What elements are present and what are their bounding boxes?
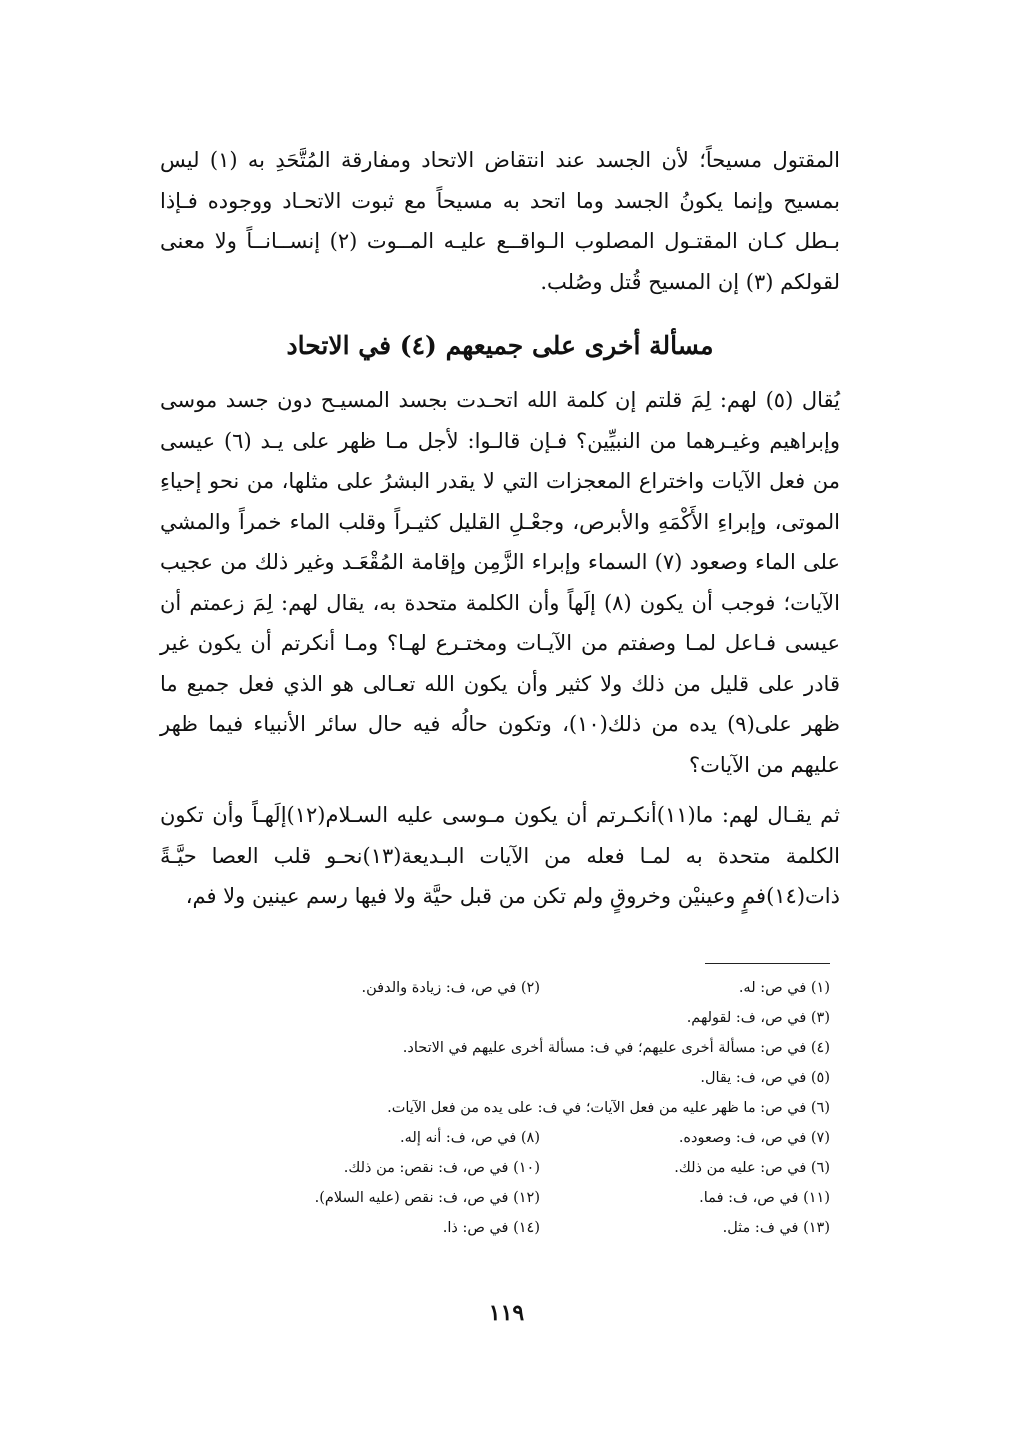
- footnote-row: [160, 1033, 840, 1063]
- footnote-4: (٤) في ص: مسألة أخرى عليهم؛ في ف: مسألة أخرى عليهم في الاتحاد.: [402, 1040, 830, 1056]
- footnote-7: (٧) في ص، ف: وصعوده.: [678, 1130, 830, 1146]
- footnote-11: (١١) في ص، ف: فما.: [699, 1190, 830, 1206]
- page-body: [160, 140, 840, 917]
- footnote-row: [160, 1213, 840, 1243]
- footnote-row: [160, 1123, 840, 1153]
- footnote-row: [160, 1063, 840, 1093]
- footnote-14: (١٤) في ص: ذا.: [442, 1220, 540, 1236]
- footnote-row: [160, 1183, 840, 1213]
- footnote-row: [160, 973, 840, 1003]
- section-heading: مسألة أخرى على جميعهم (٤) في الاتحاد: [286, 331, 714, 360]
- footnote-10: (١٠) في ص، ف: نقص: من ذلك.: [343, 1160, 540, 1176]
- footnote-6: (٦) في ص: ما ظهر عليه من فعل الآيات؛ في ف: على يده من فعل الآيات.: [387, 1100, 830, 1116]
- footnote-1: (١) في ص: له.: [738, 980, 830, 996]
- page-number: ١١٩: [488, 1300, 525, 1326]
- footnote-5: (٥) في ص، ف: يقال.: [700, 1070, 830, 1086]
- footnote-3: (٣) في ص، ف: لقولهم.: [686, 1010, 830, 1026]
- footnotes: [160, 973, 840, 1243]
- footnote-divider: [705, 963, 830, 964]
- footnote-row: [160, 1153, 840, 1183]
- paragraph-2: يُقال (٥) لهم: لِمَ قلتم إن كلمة الله اتحـدت بجسد المسيـح دون جسد موسى وإبراهيم وغيـرهما من النبيِّين؟ فـإن قالـوا: لأجل مـا ظهر على يـد (٦) عيسى من فعل الآيات واختراع المعجزات التي لا يقدر البشرُ على مثلها، من نحو إحياءِ الموتى، وإبراءِ الأَكْمَهِ والأبرص، وجعْـلِ القليل كثيـراً وقلب الماء خمراً والمشي على الماء وصعود (٧) السماء وإبراء الزَّمِن وإقامة المُقْعَـد وغير ذلك من عجيب الآيات؛ فوجب أن يكون (٨) إلَهاً وأن الكلمة متحدة به، يقال لهم: لِمَ زعمتم أن عيسى فـاعل لمـا وصفتم من الآيـات ومختـرع لهـا؟ ومـا أنكرتم أن يكون غير قادر على قليل من ذلك ولا كثير وأن يكون الله تعـالى هو الذي فعل جميع ما ظهر على(٩) يده من ذلك(١٠)، وتكون حالُه فيه حال سائر الأنبياء فيما ظهر عليهم من الآيات؟: [160, 388, 840, 777]
- footnote-12: (١٢) في ص، ف: نقص (عليه السلام).: [314, 1190, 540, 1206]
- footnote-row: [160, 1003, 840, 1033]
- footnote-row: [160, 1093, 840, 1123]
- footnote-13: (١٣) في ف: مثل.: [722, 1220, 830, 1236]
- footnote-2: (٢) في ص، ف: زيادة والدفن.: [361, 980, 540, 996]
- paragraph-1: المقتول مسيحاً؛ لأن الجسد عند انتقاض الاتحاد ومفارقة المُتَّحَدِ به (١) ليس بمسيح وإنما يكونُ الجسد وما اتحد به مسيحاً مع ثبوت الاتحـاد ووجوده فـإذا بـطل كـان المقتـول المصلوب الـواقــع عليـه المــوت (٢) إنســانــاً ولا معنى لقولكم (٣) إن المسيح قُتل وصُلب.: [160, 148, 840, 294]
- footnote-8: (٨) في ص، ف: أنه إله.: [400, 1130, 540, 1146]
- paragraph-3: ثم يقـال لهم: ما(١١)أنكـرتم أن يكون مـوسى عليه السـلام(١٢)إلَهـاً وأن تكون الكلمة متحدة به لمـا فعله من الآيات البـديعة(١٣)نحـو قلب العصا حيَّـةً ذات(١٤)فمٍ وعينيْن وخروقٍ ولم تكن من قبل حيَّة ولا فيها رسم عينين ولا فم،: [160, 803, 840, 908]
- footnote-9: (٦) في ص: عليه من ذلك.: [674, 1160, 830, 1176]
